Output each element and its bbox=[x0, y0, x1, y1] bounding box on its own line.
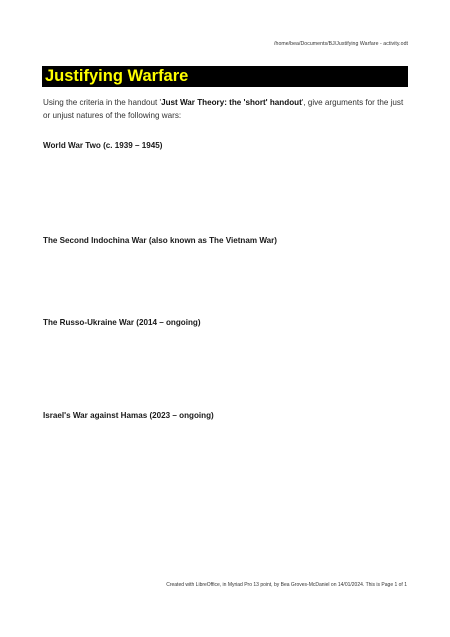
title-banner bbox=[42, 66, 408, 87]
handout-title: Just War Theory: the 'short' handout bbox=[161, 98, 302, 107]
intro-paragraph bbox=[43, 97, 411, 122]
section-heading-israel-hamas: Israel's War against Hamas (2023 – ongoing) bbox=[43, 411, 214, 420]
document-title: Justifying Warfare bbox=[45, 67, 189, 85]
section-heading-ww2: World War Two (c. 1939 – 1945) bbox=[43, 141, 163, 150]
page-footer: Created with LibreOffice, in Myriad Pro 13 point, by Bea Groves-McDaniel on 14/01/2024. This is Page 1 of 1 bbox=[166, 582, 407, 588]
file-path-header: /home/bea/Documents/BJ/Justifying Warfare - activity.odt bbox=[274, 41, 408, 47]
section-heading-vietnam: The Second Indochina War (also known as The Vietnam War) bbox=[43, 236, 278, 245]
intro-text-after: ', give arguments for the just or unjust natures of the following wars: bbox=[43, 98, 404, 120]
section-heading-russo-ukraine: The Russo-Ukraine War (2014 – ongoing) bbox=[43, 318, 201, 327]
intro-text-before: Using the criteria in the handout ' bbox=[43, 98, 162, 107]
